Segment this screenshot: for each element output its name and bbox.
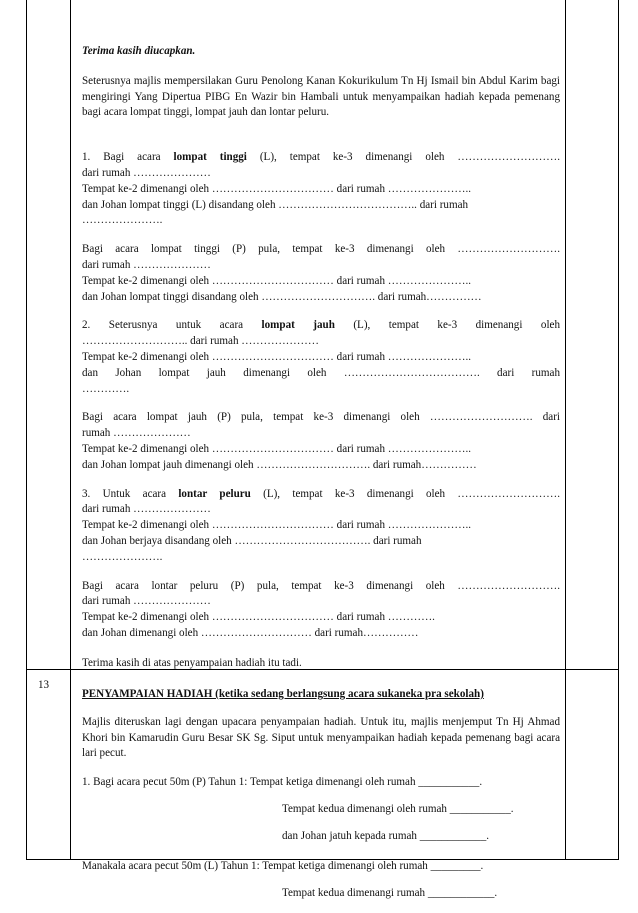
text: 2. Seterusnya untuk acara bbox=[82, 319, 262, 332]
table-divider-number bbox=[70, 0, 71, 860]
text: Tempat ke-2 dimenangi oleh …………………………… dari rumah ………………….. bbox=[82, 442, 471, 455]
event-name: lontar peluru bbox=[178, 487, 251, 500]
text: Tempat ke-2 dimenangi oleh …………………………… dari rumah ………………….. bbox=[82, 182, 471, 195]
text: Tempat kedua dimenangi rumah ____________. bbox=[282, 886, 498, 899]
text: Bagi acara lontar peluru (P) pula, tempat ke-3 dimenangi oleh ………………………. bbox=[82, 579, 560, 592]
section-heading: PENYAMPAIAN HADIAH (ketika sedang berlangsung acara sukaneka pra sekolah) bbox=[82, 688, 484, 701]
text: …………. bbox=[82, 382, 130, 395]
table-divider-notes bbox=[565, 0, 566, 860]
text: (L), tempat ke-3 dimenangi oleh ………………………. bbox=[250, 487, 561, 500]
text: …………………. bbox=[82, 550, 163, 563]
shot-put-girls-block bbox=[82, 579, 560, 642]
text: Bagi acara lompat jauh (P) pula, tempat ke-3 dimenangi oleh ………………………. dari bbox=[82, 411, 560, 424]
prize-intro-paragraph: Majlis diteruskan lagi dengan upacara penyampaian hadiah. Untuk itu, majlis menjemput Tn Hj Ahmad Khori bin Kamarudin Guru Besar SK Sg. Siput untuk menyampaikan hadiah kepada pemenang bagi acara lari pecut. bbox=[82, 715, 560, 760]
table-border-left bbox=[26, 0, 27, 860]
text: Tempat ke-2 dimenangi oleh …………………………… dari rumah ………………….. bbox=[82, 519, 471, 532]
text: 1. Bagi acara pecut 50m (P) Tahun 1: Tempat ketiga dimenangi oleh rumah ___________. bbox=[82, 776, 483, 789]
text: 3. Untuk acara bbox=[82, 487, 179, 500]
text: (L), tempat ke-3 dimenangi oleh ………………………. bbox=[246, 151, 560, 164]
text: rumah ………………… bbox=[82, 427, 191, 440]
event-name: lompat tinggi bbox=[173, 151, 247, 164]
text: dan Johan berjaya disandang oleh ………………………………. dari rumah bbox=[82, 534, 422, 547]
text: dan Johan jatuh kepada rumah ____________. bbox=[282, 830, 490, 843]
text: 1. Bagi acara bbox=[82, 151, 174, 164]
thanks-text: Terima kasih diucapkan. bbox=[82, 45, 196, 57]
text: dari rumah ………………… bbox=[82, 595, 211, 608]
high-jump-boys-block bbox=[82, 150, 560, 229]
row-content bbox=[82, 44, 560, 672]
text: Manakala acara pecut 50m (L) Tahun 1: Tempat ketiga dimenangi oleh rumah _________. bbox=[82, 859, 484, 872]
text: (L), tempat ke-3 dimenangi oleh bbox=[334, 319, 561, 332]
text: Tempat ke-2 dimenangi oleh …………………………… dari rumah …………. bbox=[82, 611, 435, 624]
text: dan Johan lompat jauh dimenangi oleh …………………………. dari rumah…………… bbox=[82, 458, 477, 471]
row2-content bbox=[82, 676, 560, 913]
text: …………………. bbox=[82, 214, 163, 227]
text: Tempat ke-2 dimenangi oleh …………………………… dari rumah ………………….. bbox=[82, 274, 471, 287]
shot-put-boys-block bbox=[82, 487, 560, 566]
table-border-right bbox=[618, 0, 619, 860]
closing-text: Terima kasih di atas penyampaian hadiah itu tadi. bbox=[82, 656, 302, 669]
text: dan Johan dimenangi oleh ………………………… dari rumah…………… bbox=[82, 626, 419, 639]
text: dan Johan lompat tinggi (L) disandang oleh ……………………………….. dari rumah bbox=[82, 198, 469, 211]
text: Tempat kedua dimenangi oleh rumah ___________. bbox=[282, 803, 514, 816]
high-jump-girls-block bbox=[82, 242, 560, 305]
text: Bagi acara lompat tinggi (P) pula, tempat ke-3 dimenangi oleh ………………………. bbox=[82, 243, 560, 256]
text: dan Johan lompat jauh dimenangi oleh ………………………………. dari rumah bbox=[82, 366, 560, 379]
row-number: 13 bbox=[38, 679, 50, 691]
text: dan Johan lompat tinggi disandang oleh …………………………. dari rumah…………… bbox=[82, 290, 482, 303]
long-jump-boys-block bbox=[82, 318, 560, 397]
text: ……………………….. dari rumah ………………… bbox=[82, 335, 319, 348]
text: dari rumah ………………… bbox=[82, 258, 211, 271]
text: dari rumah ………………… bbox=[82, 166, 211, 179]
text: Tempat ke-2 dimenangi oleh …………………………… dari rumah ………………….. bbox=[82, 350, 471, 363]
event-name: lompat jauh bbox=[261, 319, 335, 332]
long-jump-girls-block bbox=[82, 410, 560, 473]
sprint-boys-block bbox=[82, 859, 560, 902]
sprint-girls-block bbox=[82, 775, 560, 845]
intro-paragraph: Seterusnya majlis mempersilakan Guru Penolong Kanan Kokurikulum Tn Hj Ismail bin Abdul Karim bagi mengiringi Yang Dipertua PIBG En Wazir bin Hambali untuk menyampaikan hadiah kepada pemenang bagi acara lompat tinggi, lompat jauh dan lontar peluru. bbox=[82, 74, 560, 119]
text: dari rumah ………………… bbox=[82, 503, 211, 516]
